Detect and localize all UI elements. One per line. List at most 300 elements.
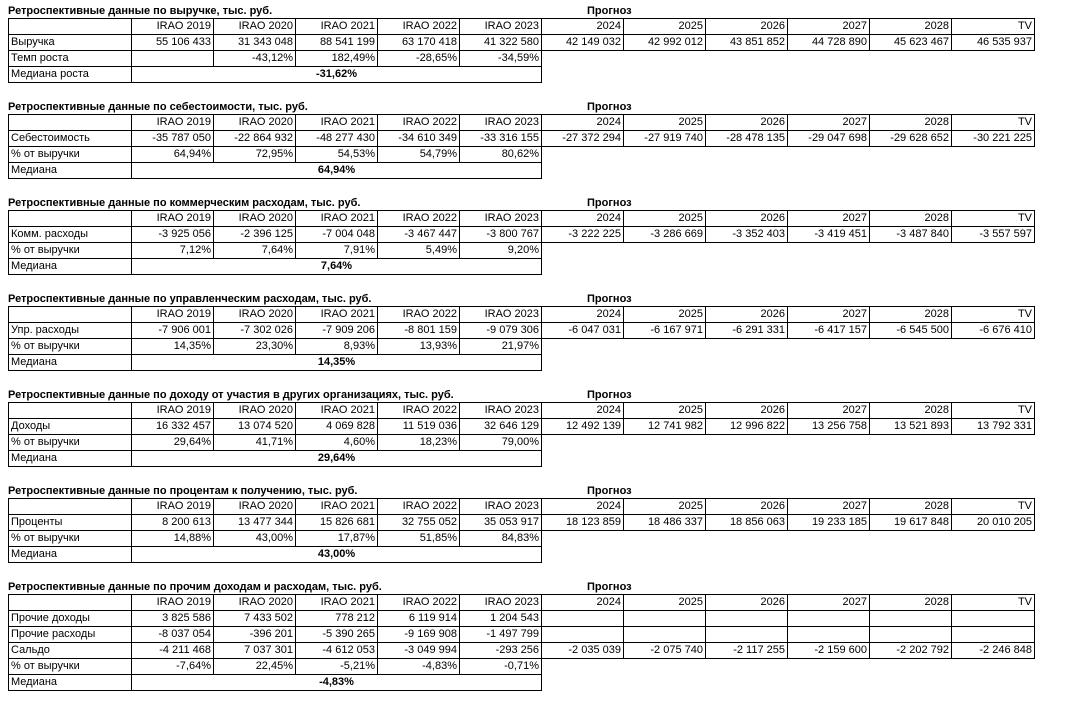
row-label: % от выручки	[9, 243, 132, 259]
cell-value: 7,91%	[296, 243, 378, 259]
empty-cell	[542, 243, 624, 259]
cell-value: 55 106 433	[132, 35, 214, 51]
cell-value: 15 826 681	[296, 515, 378, 531]
cell-value: -7,64%	[132, 659, 214, 675]
median-value: 29,64%	[132, 451, 542, 467]
cell-value: 3 825 586	[132, 611, 214, 627]
empty-cell	[870, 451, 952, 467]
cell-value: 1 204 543	[460, 611, 542, 627]
empty-cell	[952, 547, 1035, 563]
row-label: Выручка	[9, 35, 132, 51]
empty-cell	[542, 147, 624, 163]
cell-value: 13 074 520	[214, 419, 296, 435]
cell-value: -0,71%	[460, 659, 542, 675]
forecast-label: Прогноз	[587, 581, 632, 593]
empty-cell	[624, 435, 706, 451]
row-label: Прочие доходы	[9, 611, 132, 627]
row-label: Себестоимость	[9, 131, 132, 147]
column-header: IRAO 2022	[378, 19, 460, 35]
empty-cell	[952, 259, 1035, 275]
column-header: IRAO 2021	[296, 307, 378, 323]
empty-cell	[542, 675, 624, 691]
header-label-cell	[9, 307, 132, 323]
cell-value: -2 396 125	[214, 227, 296, 243]
header-row	[9, 403, 1035, 419]
cell-value: -6 545 500	[870, 323, 952, 339]
header-label-cell	[9, 595, 132, 611]
table-row	[9, 227, 1035, 243]
row-label: Упр. расходы	[9, 323, 132, 339]
column-header: IRAO 2020	[214, 19, 296, 35]
forecast-label: Прогноз	[587, 293, 632, 305]
cell-value: 32 646 129	[460, 419, 542, 435]
empty-cell	[870, 67, 952, 83]
forecast-label: Прогноз	[587, 197, 632, 209]
cell-value: -3 286 669	[624, 227, 706, 243]
median-label: Медиана	[9, 451, 132, 467]
empty-cell	[788, 547, 870, 563]
column-header: IRAO 2022	[378, 595, 460, 611]
cell-value: 778 212	[296, 611, 378, 627]
empty-cell	[542, 67, 624, 83]
row-label: Комм. расходы	[9, 227, 132, 243]
column-header: 2025	[624, 403, 706, 419]
empty-cell	[870, 243, 952, 259]
empty-cell	[706, 659, 788, 675]
cell-value	[788, 627, 870, 643]
cell-value: 72,95%	[214, 147, 296, 163]
cell-value: 23,30%	[214, 339, 296, 355]
cell-value: -293 256	[460, 643, 542, 659]
cell-value: 42 149 032	[542, 35, 624, 51]
cell-value: 18,23%	[378, 435, 460, 451]
empty-cell	[542, 259, 624, 275]
empty-cell	[542, 451, 624, 467]
cell-value: -3 049 994	[378, 643, 460, 659]
cell-value: 19 233 185	[788, 515, 870, 531]
cell-value	[788, 611, 870, 627]
cell-value: 7 433 502	[214, 611, 296, 627]
column-header: IRAO 2020	[214, 403, 296, 419]
cell-value: -8 801 159	[378, 323, 460, 339]
empty-cell	[788, 259, 870, 275]
column-header: IRAO 2023	[460, 307, 542, 323]
cell-value: -3 925 056	[132, 227, 214, 243]
column-header: IRAO 2022	[378, 115, 460, 131]
cell-value: 54,79%	[378, 147, 460, 163]
cell-value: 13 477 344	[214, 515, 296, 531]
cell-value: -35 787 050	[132, 131, 214, 147]
cell-value: 84,83%	[460, 531, 542, 547]
cell-value: -9 079 306	[460, 323, 542, 339]
column-header: IRAO 2019	[132, 499, 214, 515]
empty-cell	[870, 339, 952, 355]
median-row	[9, 451, 1035, 467]
cell-value	[542, 627, 624, 643]
cell-value: -396 201	[214, 627, 296, 643]
cell-value: 43,00%	[214, 531, 296, 547]
cell-value: 41 322 580	[460, 35, 542, 51]
cell-value: -2 035 039	[542, 643, 624, 659]
forecast-label: Прогноз	[587, 389, 632, 401]
median-label: Медиана	[9, 355, 132, 371]
empty-cell	[788, 451, 870, 467]
cell-value: 14,35%	[132, 339, 214, 355]
cell-value: 18 486 337	[624, 515, 706, 531]
empty-cell	[870, 163, 952, 179]
empty-cell	[624, 675, 706, 691]
column-header: 2028	[870, 19, 952, 35]
median-value: 7,64%	[132, 259, 542, 275]
cell-value: 13,93%	[378, 339, 460, 355]
table-row	[9, 659, 1035, 675]
cell-value: -3 557 597	[952, 227, 1035, 243]
cell-value: -6 676 410	[952, 323, 1035, 339]
empty-cell	[870, 547, 952, 563]
median-row	[9, 547, 1035, 563]
column-header: IRAO 2019	[132, 307, 214, 323]
cell-value: -33 316 155	[460, 131, 542, 147]
column-header: 2024	[542, 499, 624, 515]
cell-value: 13 256 758	[788, 419, 870, 435]
empty-cell	[706, 339, 788, 355]
column-header: TV	[952, 595, 1035, 611]
cell-value: -3 487 840	[870, 227, 952, 243]
empty-cell	[624, 163, 706, 179]
column-header: 2028	[870, 499, 952, 515]
header-label-cell	[9, 403, 132, 419]
empty-cell	[788, 147, 870, 163]
column-header: 2024	[542, 115, 624, 131]
row-label: Прочие расходы	[9, 627, 132, 643]
section-title: Ретроспективные данные по прочим доходам и расходам, тыс. руб.	[8, 581, 382, 593]
column-header: 2026	[706, 403, 788, 419]
cell-value: 6 119 914	[378, 611, 460, 627]
empty-cell	[706, 451, 788, 467]
column-header: 2024	[542, 307, 624, 323]
header-label-cell	[9, 499, 132, 515]
cell-value: 88 541 199	[296, 35, 378, 51]
cell-value: 11 519 036	[378, 419, 460, 435]
cell-value: -34 610 349	[378, 131, 460, 147]
cell-value: -5,21%	[296, 659, 378, 675]
cell-value: 29,64%	[132, 435, 214, 451]
cell-value	[624, 627, 706, 643]
cell-value: -5 390 265	[296, 627, 378, 643]
column-header: IRAO 2020	[214, 115, 296, 131]
table-row	[9, 243, 1035, 259]
forecast-label: Прогноз	[587, 485, 632, 497]
median-row	[9, 163, 1035, 179]
row-label: % от выручки	[9, 435, 132, 451]
column-header: 2026	[706, 499, 788, 515]
cell-value: -7 909 206	[296, 323, 378, 339]
cell-value: -2 117 255	[706, 643, 788, 659]
column-header: 2027	[788, 595, 870, 611]
empty-cell	[542, 339, 624, 355]
data-table	[8, 594, 1035, 691]
empty-cell	[624, 67, 706, 83]
section-title: Ретроспективные данные по выручке, тыс. руб.	[8, 5, 273, 17]
cell-value: -6 167 971	[624, 323, 706, 339]
median-value: -31,62%	[132, 67, 542, 83]
median-row	[9, 259, 1035, 275]
column-header: 2025	[624, 19, 706, 35]
cell-value: -2 246 848	[952, 643, 1035, 659]
column-header: IRAO 2022	[378, 403, 460, 419]
cell-value: 18 856 063	[706, 515, 788, 531]
forecast-label: Прогноз	[587, 5, 632, 17]
median-row	[9, 675, 1035, 691]
cell-value: -28 478 135	[706, 131, 788, 147]
column-header: IRAO 2023	[460, 595, 542, 611]
cell-value: 7 037 301	[214, 643, 296, 659]
cell-value: 7,64%	[214, 243, 296, 259]
table-row	[9, 643, 1035, 659]
cell-value: -2 159 600	[788, 643, 870, 659]
cell-value	[542, 611, 624, 627]
data-table	[8, 18, 1035, 83]
empty-cell	[952, 147, 1035, 163]
row-label: % от выручки	[9, 339, 132, 355]
empty-cell	[952, 243, 1035, 259]
cell-value	[952, 611, 1035, 627]
data-table	[8, 210, 1035, 275]
header-label-cell	[9, 115, 132, 131]
cell-value: 31 343 048	[214, 35, 296, 51]
column-header: 2025	[624, 595, 706, 611]
cell-value: 64,94%	[132, 147, 214, 163]
column-header: 2026	[706, 115, 788, 131]
cell-value: -3 352 403	[706, 227, 788, 243]
empty-cell	[952, 531, 1035, 547]
empty-cell	[624, 147, 706, 163]
cell-value: 7,12%	[132, 243, 214, 259]
column-header: IRAO 2022	[378, 499, 460, 515]
cell-value: 51,85%	[378, 531, 460, 547]
empty-cell	[624, 339, 706, 355]
median-row	[9, 355, 1035, 371]
cell-value: -29 047 698	[788, 131, 870, 147]
header-row	[9, 211, 1035, 227]
column-header: 2028	[870, 211, 952, 227]
column-header: IRAO 2022	[378, 307, 460, 323]
column-header: IRAO 2019	[132, 19, 214, 35]
cell-value	[624, 611, 706, 627]
column-header: IRAO 2021	[296, 499, 378, 515]
data-table	[8, 498, 1035, 563]
column-header: 2028	[870, 307, 952, 323]
median-value: 14,35%	[132, 355, 542, 371]
cell-value: -8 037 054	[132, 627, 214, 643]
header-row	[9, 19, 1035, 35]
empty-cell	[706, 547, 788, 563]
cell-value: 46 535 937	[952, 35, 1035, 51]
empty-cell	[870, 355, 952, 371]
empty-cell	[788, 339, 870, 355]
cell-value	[706, 611, 788, 627]
column-header: 2027	[788, 211, 870, 227]
column-header: 2025	[624, 211, 706, 227]
table-row	[9, 339, 1035, 355]
empty-cell	[542, 355, 624, 371]
header-label-cell	[9, 211, 132, 227]
row-label: Сальдо	[9, 643, 132, 659]
cell-value: -3 800 767	[460, 227, 542, 243]
cell-value: -3 419 451	[788, 227, 870, 243]
cell-value: 43 851 852	[706, 35, 788, 51]
cell-value: 5,49%	[378, 243, 460, 259]
cell-value: 17,87%	[296, 531, 378, 547]
empty-cell	[706, 243, 788, 259]
cell-value: 20 010 205	[952, 515, 1035, 531]
cell-value: 54,53%	[296, 147, 378, 163]
cell-value: -2 202 792	[870, 643, 952, 659]
cell-value: -1 497 799	[460, 627, 542, 643]
table-row	[9, 147, 1035, 163]
section-title: Ретроспективные данные по себестоимости, тыс. руб.	[8, 101, 308, 113]
row-label: % от выручки	[9, 659, 132, 675]
column-header: IRAO 2019	[132, 115, 214, 131]
table-row	[9, 435, 1035, 451]
empty-cell	[788, 659, 870, 675]
empty-cell	[952, 163, 1035, 179]
cell-value: 182,49%	[296, 51, 378, 67]
column-header: 2027	[788, 403, 870, 419]
cell-value: -30 221 225	[952, 131, 1035, 147]
empty-cell	[788, 243, 870, 259]
column-header: TV	[952, 403, 1035, 419]
column-header: TV	[952, 307, 1035, 323]
empty-cell	[624, 547, 706, 563]
empty-cell	[706, 51, 788, 67]
median-label: Медиана	[9, 547, 132, 563]
column-header: IRAO 2021	[296, 403, 378, 419]
empty-cell	[870, 659, 952, 675]
cell-value: -4 612 053	[296, 643, 378, 659]
empty-cell	[788, 163, 870, 179]
cell-value: -4,83%	[378, 659, 460, 675]
empty-cell	[542, 163, 624, 179]
column-header: 2027	[788, 19, 870, 35]
column-header: TV	[952, 211, 1035, 227]
median-label: Медиана	[9, 163, 132, 179]
empty-cell	[624, 259, 706, 275]
column-header: IRAO 2021	[296, 211, 378, 227]
empty-cell	[542, 547, 624, 563]
empty-cell	[624, 451, 706, 467]
table-row	[9, 531, 1035, 547]
column-header: 2024	[542, 403, 624, 419]
column-header: 2025	[624, 115, 706, 131]
empty-cell	[952, 659, 1035, 675]
column-header: 2026	[706, 595, 788, 611]
column-header: 2028	[870, 403, 952, 419]
column-header: 2025	[624, 307, 706, 323]
header-row	[9, 595, 1035, 611]
cell-value: -27 919 740	[624, 131, 706, 147]
table-row	[9, 611, 1035, 627]
cell-value: -7 906 001	[132, 323, 214, 339]
cell-value: 13 521 893	[870, 419, 952, 435]
cell-value	[870, 627, 952, 643]
column-header: 2028	[870, 115, 952, 131]
table-row	[9, 51, 1035, 67]
cell-value: 32 755 052	[378, 515, 460, 531]
column-header: IRAO 2023	[460, 211, 542, 227]
header-row	[9, 499, 1035, 515]
empty-cell	[788, 67, 870, 83]
cell-value: 18 123 859	[542, 515, 624, 531]
column-header: IRAO 2023	[460, 19, 542, 35]
cell-value: -22 864 932	[214, 131, 296, 147]
cell-value: 16 332 457	[132, 419, 214, 435]
cell-value: 79,00%	[460, 435, 542, 451]
column-header: 2027	[788, 115, 870, 131]
empty-cell	[706, 259, 788, 275]
empty-cell	[788, 675, 870, 691]
cell-value: 19 617 848	[870, 515, 952, 531]
cell-value: 35 053 917	[460, 515, 542, 531]
cell-value: 8,93%	[296, 339, 378, 355]
cell-value: 45 623 467	[870, 35, 952, 51]
table-row	[9, 515, 1035, 531]
empty-cell	[542, 659, 624, 675]
header-label-cell	[9, 19, 132, 35]
data-table	[8, 402, 1035, 467]
cell-value: 12 996 822	[706, 419, 788, 435]
median-value: 43,00%	[132, 547, 542, 563]
table-row	[9, 131, 1035, 147]
cell-value: 21,97%	[460, 339, 542, 355]
table-row	[9, 419, 1035, 435]
section-title: Ретроспективные данные по управленческим расходам, тыс. руб.	[8, 293, 372, 305]
column-header: TV	[952, 499, 1035, 515]
column-header: 2026	[706, 19, 788, 35]
empty-cell	[952, 51, 1035, 67]
cell-value: 12 741 982	[624, 419, 706, 435]
median-label: Медиана	[9, 259, 132, 275]
column-header: 2025	[624, 499, 706, 515]
cell-value: -6 291 331	[706, 323, 788, 339]
cell-value: 8 200 613	[132, 515, 214, 531]
empty-cell	[870, 259, 952, 275]
column-header: IRAO 2019	[132, 211, 214, 227]
empty-cell	[706, 147, 788, 163]
cell-value: -6 047 031	[542, 323, 624, 339]
median-value: 64,94%	[132, 163, 542, 179]
column-header: IRAO 2021	[296, 115, 378, 131]
row-label: % от выручки	[9, 531, 132, 547]
cell-value: 9,20%	[460, 243, 542, 259]
median-label: Медиана роста	[9, 67, 132, 83]
section-title: Ретроспективные данные по коммерческим расходам, тыс. руб.	[8, 197, 361, 209]
empty-cell	[952, 451, 1035, 467]
empty-cell	[952, 435, 1035, 451]
empty-cell	[788, 51, 870, 67]
column-header: 2024	[542, 19, 624, 35]
empty-cell	[542, 435, 624, 451]
empty-cell	[952, 355, 1035, 371]
median-value: -4,83%	[132, 675, 542, 691]
cell-value	[870, 611, 952, 627]
table-row	[9, 35, 1035, 51]
empty-cell	[788, 435, 870, 451]
cell-value: 41,71%	[214, 435, 296, 451]
column-header: IRAO 2020	[214, 499, 296, 515]
empty-cell	[788, 531, 870, 547]
column-header: IRAO 2022	[378, 211, 460, 227]
